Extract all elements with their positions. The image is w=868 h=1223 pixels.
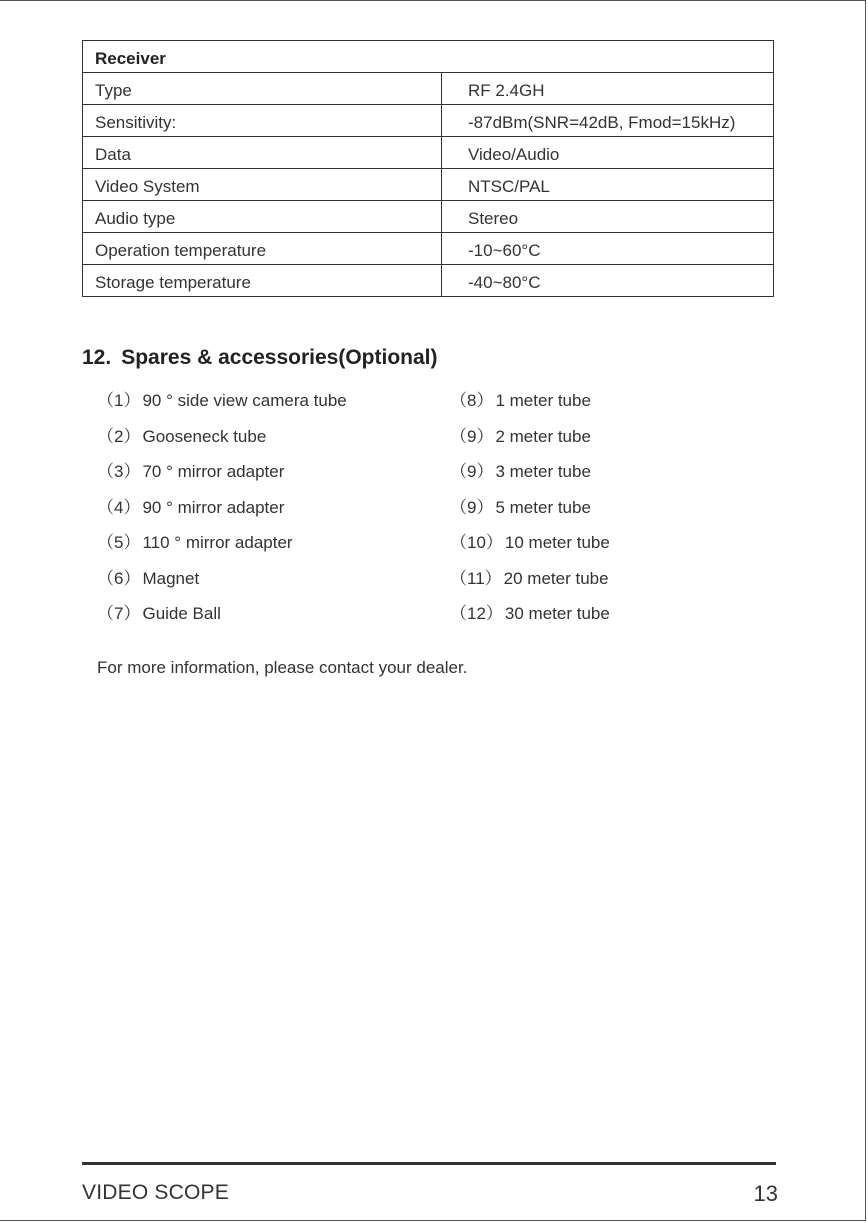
list-item [450,426,610,462]
section-title: Spares & accessories(Optional) [121,346,438,369]
row-value: -87dBm(SNR=42dB, Fmod=15kHz) [442,105,774,137]
table-row [83,265,774,297]
item-name: 5 meter tube [495,497,591,517]
row-label: Data [83,137,442,169]
item-index: （6） [97,568,141,588]
footer-divider [82,1162,776,1165]
list-item [97,532,347,568]
item-name: 3 meter tube [495,462,591,481]
list-item [97,497,347,533]
table-row [83,233,774,265]
row-value: NTSC/PAL [442,169,774,201]
row-label: Sensitivity: [83,105,442,137]
table-row [83,201,774,233]
item-index: （9） [450,497,494,517]
item-name: Gooseneck tube [142,426,267,446]
list-item [97,426,347,462]
list-item [450,603,610,639]
item-name: 20 meter tube [503,568,609,588]
item-index: （3） [97,462,141,481]
row-value: Video/Audio [442,137,774,169]
accessories-list-left [97,390,347,639]
list-item [97,461,347,497]
list-item [450,532,610,568]
table-row [83,137,774,169]
table-header: Receiver [83,41,774,73]
table-header-row [83,41,774,73]
item-index: （12） [450,604,503,623]
row-label: Storage temperature [83,265,442,297]
row-label: Video System [83,169,442,201]
list-item [450,568,610,604]
item-name: 10 meter tube [504,533,610,552]
row-value: Stereo [442,201,774,233]
section-number: 12. [82,346,112,369]
list-item [97,568,347,604]
item-index: （2） [97,426,141,446]
list-item [450,390,610,426]
receiver-spec-table [82,40,774,297]
row-value: -10~60°C [442,233,774,265]
footer-title: VIDEO SCOPE [82,1181,229,1204]
item-name: Magnet [142,568,200,588]
more-info-text: For more information, please contact your dealer. [97,658,468,677]
row-label: Type [83,73,442,105]
item-name: 110 ° mirror adapter [142,533,293,552]
item-index: （9） [450,426,494,446]
table-row [83,73,774,105]
list-item [97,390,347,426]
item-index: （4） [97,497,141,517]
item-index: （9） [450,462,494,481]
item-name: 90 ° side view camera tube [142,391,347,410]
row-label: Audio type [83,201,442,233]
item-name: Guide Ball [142,604,221,623]
item-index: （7） [97,604,141,623]
table-row [83,169,774,201]
item-index: （11） [450,568,502,588]
item-name: 2 meter tube [495,426,591,446]
item-index: （5） [97,533,141,552]
item-name: 30 meter tube [504,604,610,623]
list-item [450,497,610,533]
row-label: Operation temperature [83,233,442,265]
item-name: 70 ° mirror adapter [142,462,285,481]
row-value: -40~80°C [442,265,774,297]
table-row [83,105,774,137]
item-name: 1 meter tube [495,391,591,410]
item-index: （8） [450,391,494,410]
row-value: RF 2.4GH [442,73,774,105]
list-item [97,603,347,639]
section-heading [82,346,438,370]
item-name: 90 ° mirror adapter [142,497,285,517]
item-index: （10） [450,533,503,552]
list-item [450,461,610,497]
accessories-list-right [450,390,610,639]
item-index: （1） [97,391,141,410]
page-number: 13 [753,1181,778,1206]
